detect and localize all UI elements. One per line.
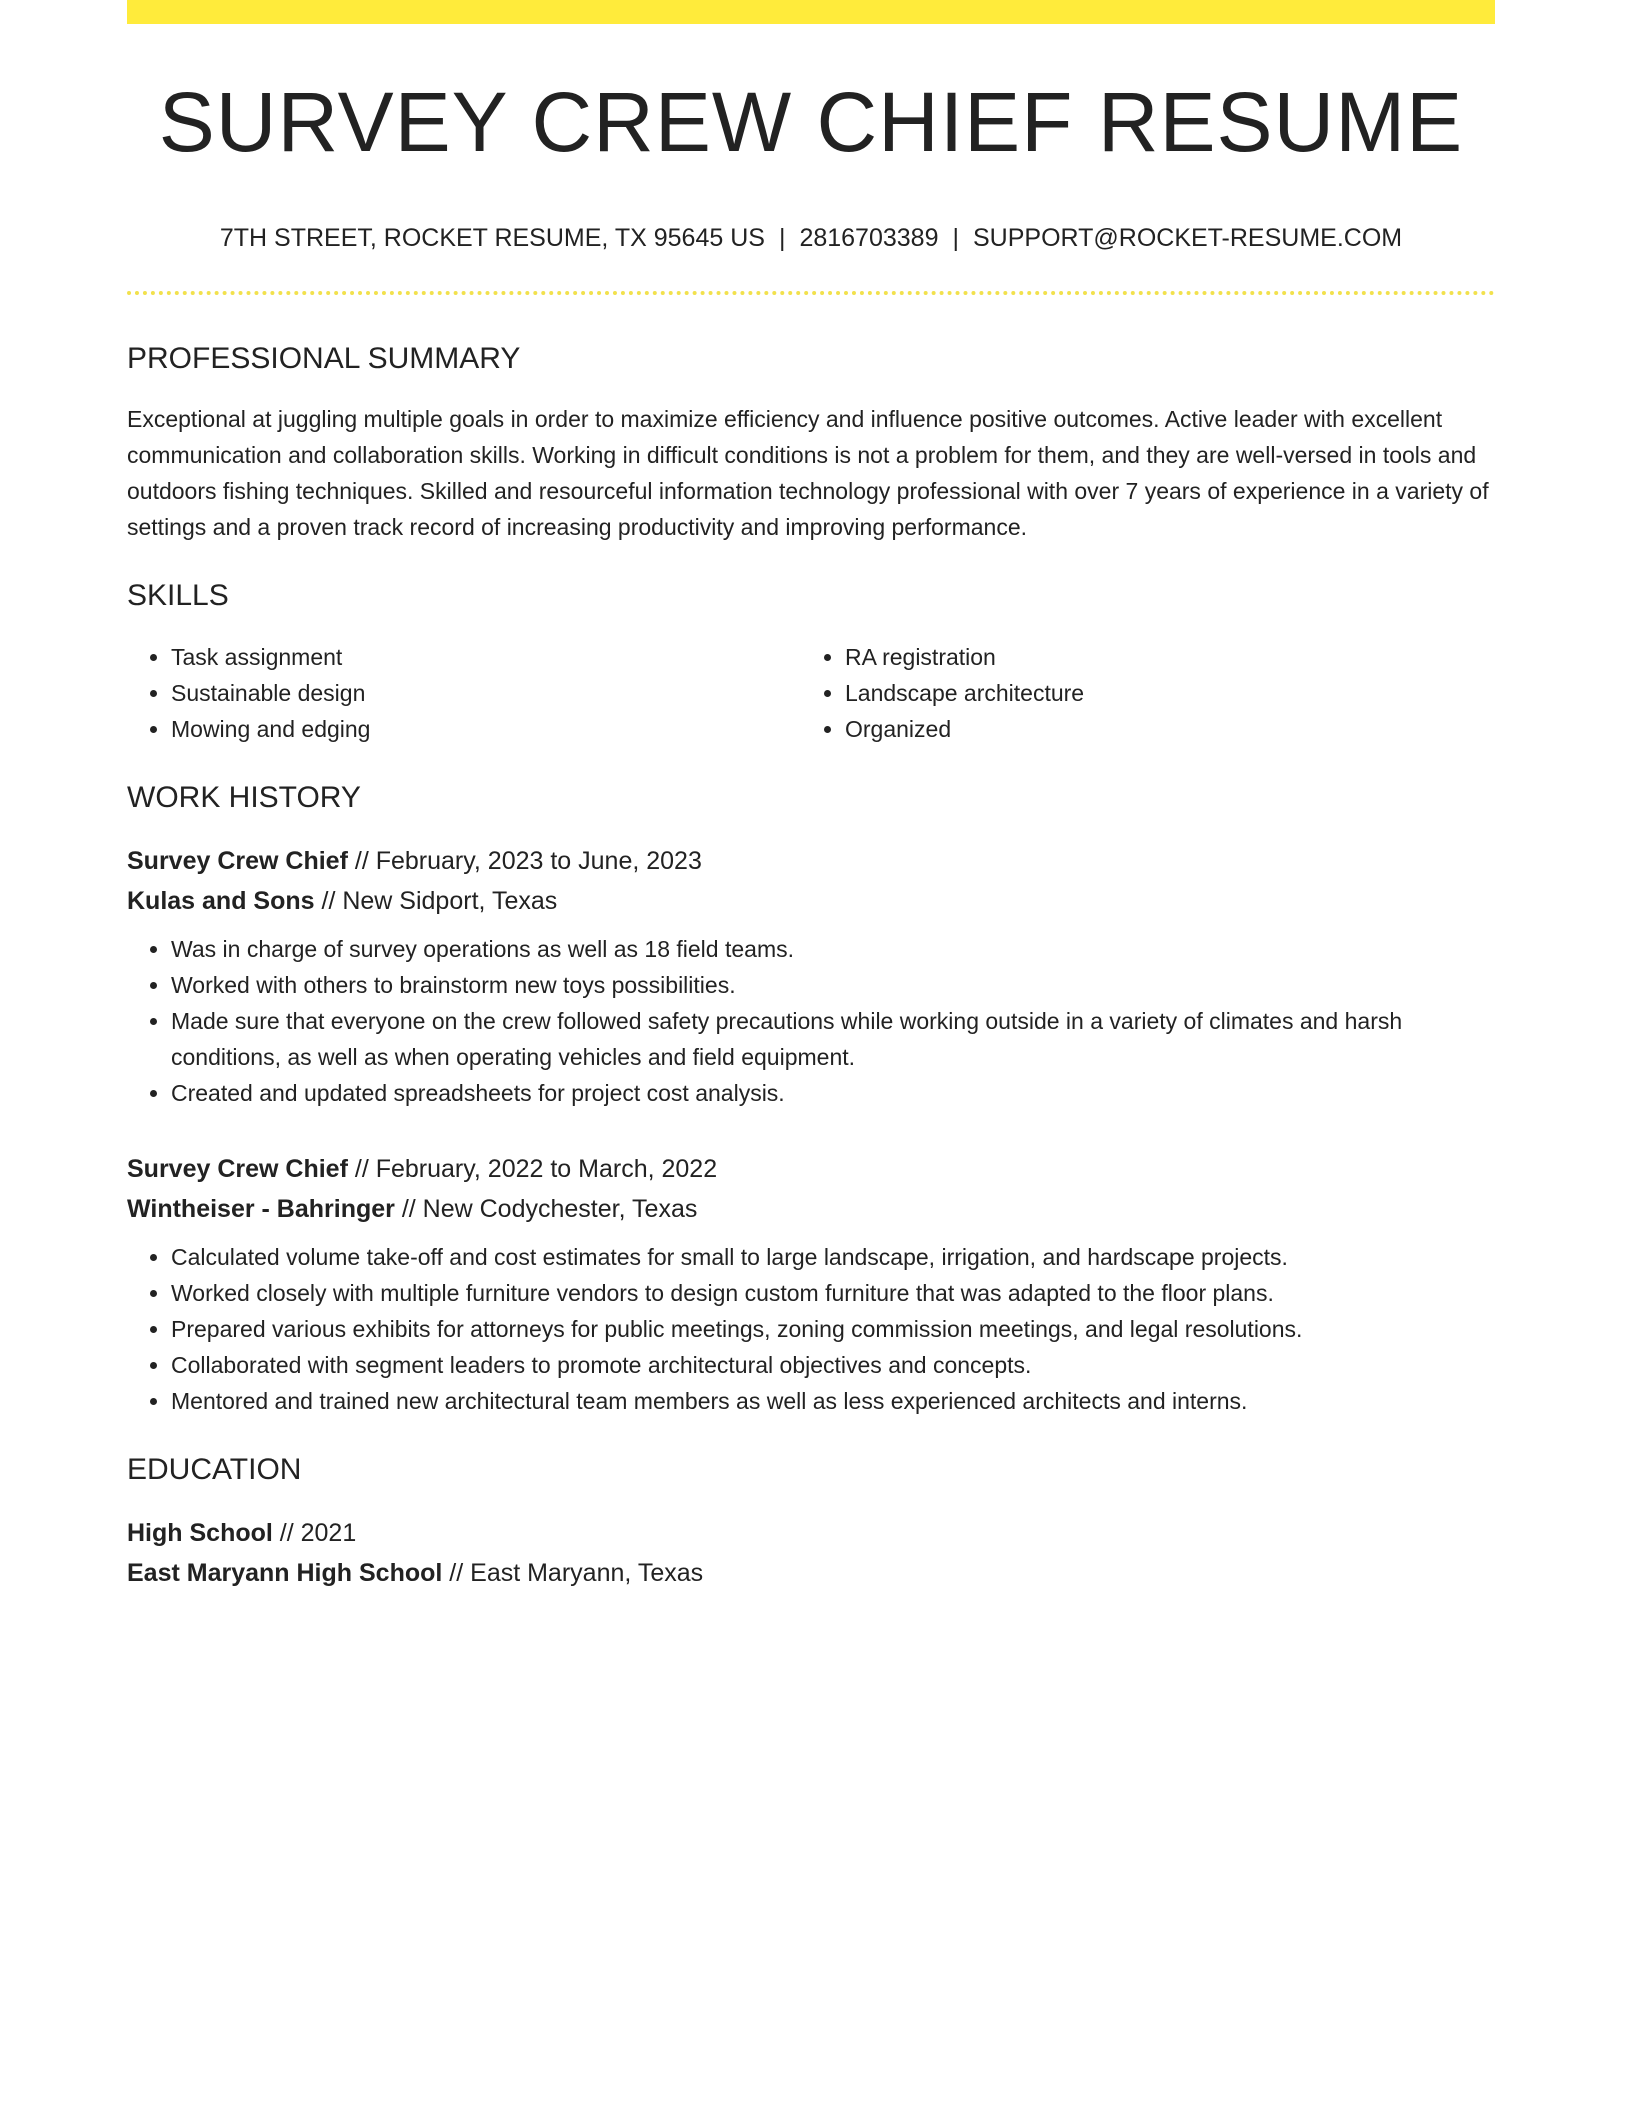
job-duties <box>127 931 1495 1111</box>
job-location: New Sidport, Texas <box>342 887 558 915</box>
contact-line <box>127 226 1495 251</box>
skill-item: • Organized <box>845 711 1475 747</box>
job-duty: • Worked closely with multiple furniture vendors to design custom furniture that was adapted to the floor plans. <box>171 1275 1495 1311</box>
job-entry <box>127 1149 1495 1419</box>
job-title-line <box>127 841 1495 881</box>
skill-item: • Task assignment <box>171 639 801 675</box>
job-duty: • Created and updated spreadsheets for project cost analysis. <box>171 1075 1495 1111</box>
education-school-line <box>127 1553 1495 1593</box>
job-duties <box>127 1239 1495 1419</box>
delimiter: // <box>347 847 376 875</box>
delimiter: // <box>314 887 343 915</box>
header-divider <box>127 291 1495 295</box>
contact-email: SUPPORT@ROCKET-RESUME.COM <box>972 224 1403 252</box>
education-school: East Maryann High School <box>127 1559 443 1587</box>
job-duty: • Was in charge of survey operations as well as 18 field teams. <box>171 931 1495 967</box>
delimiter: // <box>272 1519 301 1547</box>
job-title: Survey Crew Chief <box>127 1155 348 1183</box>
job-company: Wintheiser - Bahringer <box>127 1195 395 1223</box>
job-dates: February, 2022 to March, 2022 <box>375 1155 718 1183</box>
contact-separator: | <box>952 224 959 252</box>
delimiter: // <box>442 1559 471 1587</box>
job-company-line <box>127 881 1495 921</box>
skill-item: • Sustainable design <box>171 675 801 711</box>
job-title-line <box>127 1149 1495 1189</box>
education-degree-line <box>127 1513 1495 1553</box>
job-entry <box>127 841 1495 1111</box>
summary-text: Exceptional at juggling multiple goals in order to maximize efficiency and influence positive outcomes. Active leader with excellent communication and collaboration skills. Working in difficult conditions is not a problem for them, and they are well-versed in tools and outdoors fishing techniques. Skilled and resourceful information technology professional with over 7 years of experience in a variety of settings and a proven track record of increasing productivity and improving performance. <box>127 406 1489 540</box>
page-title: SURVEY CREW CHIEF RESUME <box>158 75 1464 169</box>
job-location: New Codychester, Texas <box>422 1195 698 1223</box>
accent-bar <box>127 0 1495 24</box>
job-company: Kulas and Sons <box>127 887 315 915</box>
education-heading: EDUCATION <box>127 1453 302 1486</box>
job-dates: February, 2023 to June, 2023 <box>375 847 702 875</box>
resume-page <box>127 0 1495 1593</box>
job-duty: • Mentored and trained new architectural team members as well as less experienced architects and interns. <box>171 1383 1495 1419</box>
skills-column-right <box>801 639 1475 747</box>
education-degree: High School <box>127 1519 273 1547</box>
contact-separator: | <box>778 224 786 252</box>
skill-item: • Mowing and edging <box>171 711 801 747</box>
education-location: East Maryann, Texas <box>470 1559 704 1587</box>
job-company-line <box>127 1189 1495 1229</box>
delimiter: // <box>394 1195 423 1223</box>
skills-column-left <box>127 639 801 747</box>
contact-phone: 2816703389 <box>799 224 939 252</box>
summary-heading: PROFESSIONAL SUMMARY <box>127 342 521 375</box>
delimiter: // <box>347 1155 376 1183</box>
job-duty: • Made sure that everyone on the crew followed safety precautions while working outside in a variety of climates and harsh conditions, as well as when operating vehicles and field equipment. <box>171 1003 1495 1075</box>
job-duty: • Worked with others to brainstorm new toys possibilities. <box>171 967 1495 1003</box>
education-entry <box>127 1513 1495 1593</box>
work-history-heading: WORK HISTORY <box>127 781 361 814</box>
skill-item: • RA registration <box>845 639 1475 675</box>
job-title: Survey Crew Chief <box>127 847 348 875</box>
job-duty: • Calculated volume take-off and cost estimates for small to large landscape, irrigation, and hardscape projects. <box>171 1239 1495 1275</box>
skills-heading: SKILLS <box>127 579 229 612</box>
job-duty: • Collaborated with segment leaders to promote architectural objectives and concepts. <box>171 1347 1495 1383</box>
skills-list <box>127 639 1495 747</box>
skill-item: • Landscape architecture <box>845 675 1475 711</box>
job-duty: • Prepared various exhibits for attorneys for public meetings, zoning commission meetings, and legal resolutions. <box>171 1311 1495 1347</box>
contact-address: 7TH STREET, ROCKET RESUME, TX 95645 US <box>219 224 765 252</box>
education-year: 2021 <box>300 1519 357 1547</box>
